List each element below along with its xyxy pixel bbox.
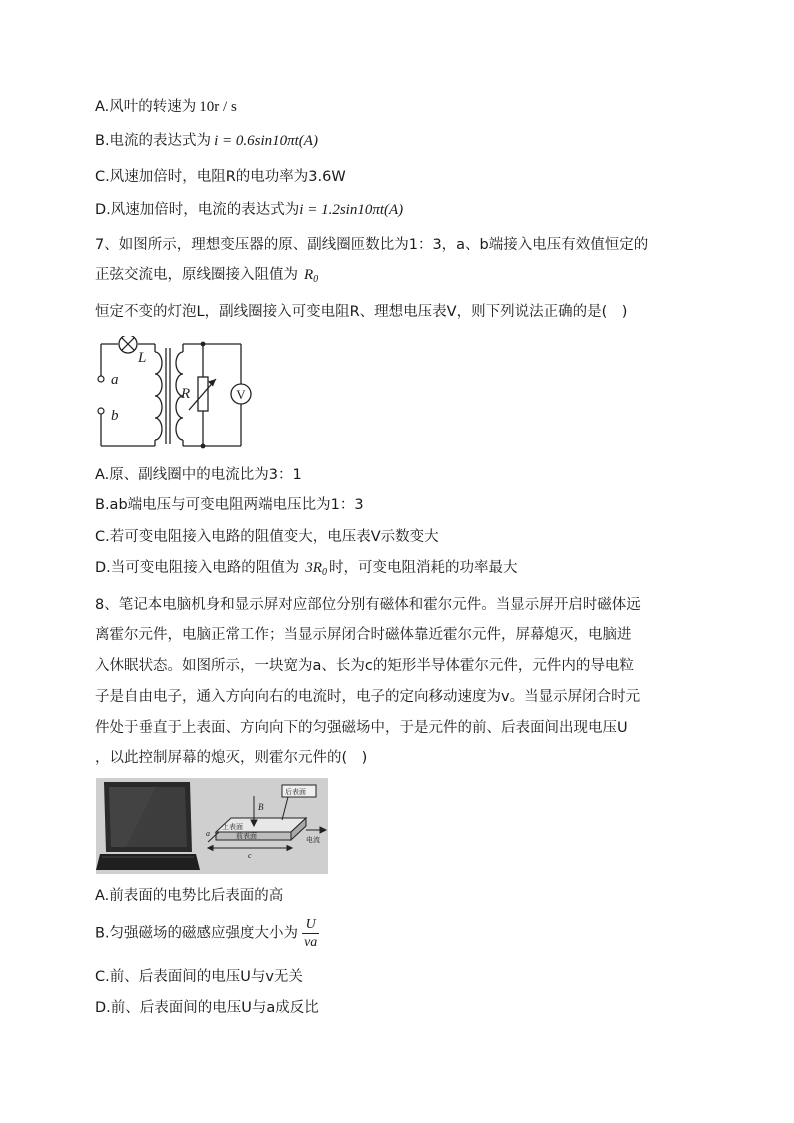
q8-stem-line3: 入休眠状态。如图所示，一块宽为a、长为c的矩形半导体霍尔元件，元件内的导电粒 — [95, 658, 634, 674]
lamp-label: L — [138, 350, 147, 366]
q7-stem-line2-text: 正弦交流电，原线圈接入阻值为 — [95, 267, 298, 283]
q7-r0-subscript: 0 — [313, 274, 319, 285]
q6-option-d — [95, 200, 403, 220]
q7-option-d-pre: D.当可变电阻接入电路的阻值为 — [95, 560, 300, 576]
q7-option-d-post: 时，可变电阻消耗的功率最大 — [328, 560, 518, 576]
q8-stem-line2: 离霍尔元件，电脑正常工作；当显示屏闭合时磁体靠近霍尔元件，屏幕熄灭，电脑进 — [95, 627, 632, 643]
q7-option-d — [95, 558, 517, 583]
terminal-b-label: b — [111, 408, 119, 424]
terminal-a-dot — [98, 376, 104, 382]
q7-option-c: C.若可变电阻接入电路的阻值变大，电压表V示数变大 — [95, 529, 439, 545]
q7-option-d-math-main: 3R — [305, 560, 322, 576]
q6-option-b — [95, 131, 318, 151]
q8-stem-line5: 件处于垂直于上表面、方向向下的匀强磁场中，于是元件的前、后表面间出现电压U — [95, 720, 628, 736]
q8-option-d: D.前、后表面间的电压U与a成反比 — [95, 1000, 319, 1016]
q8-stem-line4: 子是自由电子，通入方向向右的电流时，电子的定向移动速度为v。当显示屏闭合时元 — [95, 689, 641, 705]
junction-dot — [201, 342, 206, 347]
q8-stem-line1: 8、笔记本电脑机身和显示屏对应部位分别有磁体和霍尔元件。当显示屏开启时磁体远 — [95, 597, 641, 613]
front-surface-label: 前表面 — [236, 832, 257, 840]
length-c-label: c — [248, 851, 252, 860]
resistor-label: R — [181, 386, 191, 402]
voltmeter-label: V — [236, 387, 246, 402]
q8-stem-line6: ，以此控制屏幕的熄灭，则霍尔元件的( ) — [95, 750, 368, 766]
q6-option-a-label: A.风叶的转速为 — [95, 99, 197, 115]
q7-stem-line3: 恒定不变的灯泡L，副线圈接入可变电阻R、理想电压表V，则下列说法正确的是( ) — [95, 304, 628, 320]
back-surface-label: 后表面 — [285, 788, 306, 796]
q7-r0-symbol — [304, 267, 318, 283]
q6-option-a-math: 10r / s — [199, 99, 237, 115]
q6-option-b-math: i = 0.6sin10πt(A) — [214, 133, 318, 149]
terminal-a-label: a — [111, 372, 119, 388]
variable-resistor-icon — [189, 377, 216, 411]
q8-option-b-pre: B.匀强磁场的磁感应强度大小为 — [95, 925, 299, 942]
lamp-icon — [119, 336, 137, 353]
field-b-label: B — [258, 802, 264, 812]
laptop-icon — [96, 782, 200, 870]
q7-stem-line2 — [95, 265, 318, 290]
q6-option-b-label: B.电流的表达式为 — [95, 133, 212, 149]
q8-option-b-fraction — [302, 916, 319, 951]
q7-option-d-math — [305, 560, 327, 576]
q7-option-a: A.原、副线圈中的电流比为3：1 — [95, 467, 302, 483]
q7-option-d-math-sub: 0 — [321, 567, 327, 578]
q8-option-c: C.前、后表面间的电压U与v无关 — [95, 969, 303, 985]
top-surface-label: 上表面 — [222, 823, 243, 831]
junction-dot — [201, 444, 206, 449]
q8-option-b — [95, 916, 319, 951]
terminal-b-dot — [98, 408, 104, 414]
q6-option-c: C.风速加倍时，电阻R的电功率为3.6W — [95, 169, 346, 185]
q6-option-d-math: i = 1.2sin10πt(A) — [299, 202, 404, 218]
q8-laptop-hall-element-figure — [96, 778, 328, 874]
current-label: 电流 — [306, 836, 320, 844]
q8-fraction-numerator: U — [302, 916, 319, 934]
q6-option-a — [95, 97, 237, 117]
q8-option-a: A.前表面的电势比后表面的高 — [95, 888, 284, 904]
q7-option-b: B.ab端电压与可变电阻两端电压比为1：3 — [95, 497, 364, 513]
q7-r0-letter: R — [304, 267, 314, 283]
q7-stem-line1: 7、如图所示，理想变压器的原、副线圈匝数比为1：3，a、b端接入电压有效值恒定的 — [95, 237, 649, 253]
q7-transformer-circuit-diagram — [95, 336, 255, 454]
width-a-label: a — [206, 829, 210, 838]
q8-fraction-denominator: va — [304, 935, 318, 950]
q6-option-d-label: D.风速加倍时，电流的表达式为 — [95, 202, 300, 218]
